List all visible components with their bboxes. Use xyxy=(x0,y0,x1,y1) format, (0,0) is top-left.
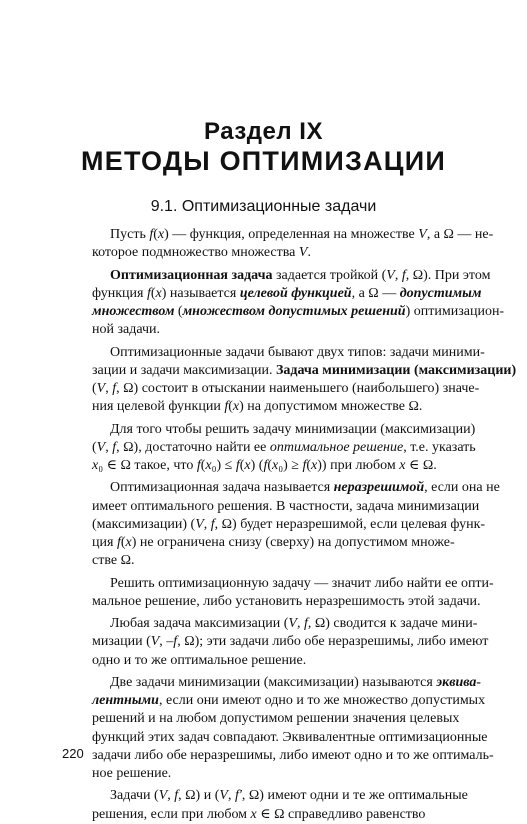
text-run: V xyxy=(219,788,228,804)
text-run: ) — функция, определенная на множестве xyxy=(164,227,419,242)
paragraph xyxy=(92,344,517,417)
text-run: Пусть xyxy=(110,227,150,242)
text-run: x xyxy=(92,458,99,473)
text-run: задачи либо обе неразрешимы, либо имеют одно и то же оптималь- xyxy=(92,747,494,763)
text-run: V xyxy=(150,634,160,650)
text-run: эквива- xyxy=(436,674,482,690)
text-run: ной задачи. xyxy=(92,322,161,338)
text-run: решений и на любом допустимом решении значения целевых xyxy=(92,711,460,727)
text-run: ) оптимизацион- xyxy=(405,304,505,319)
text-run: , xyxy=(105,381,113,396)
text-run: V xyxy=(158,788,168,804)
text-line xyxy=(92,398,445,416)
text-run: , xyxy=(105,439,113,455)
text-run: V xyxy=(96,381,106,396)
text-run: , Ω). При этом xyxy=(405,267,491,283)
text-run: f xyxy=(196,458,201,473)
text-run: V xyxy=(96,439,106,455)
text-run: Две задачи минимизации (максимизации) называются xyxy=(110,674,437,690)
text-run: функций этих задач совпадают. Эквивалентные оптимизационные xyxy=(92,729,488,745)
text-line xyxy=(92,552,445,570)
paragraph xyxy=(92,575,494,612)
page-number: 220 xyxy=(62,746,84,761)
text-run: ное решение. xyxy=(92,766,172,781)
part-label: Раздел IX xyxy=(204,118,323,145)
text-run: стве Ω. xyxy=(92,553,135,569)
text-line xyxy=(92,806,445,824)
text-run: f′ xyxy=(234,788,242,804)
text-run: (максимизации) ( xyxy=(92,516,196,532)
text-run: , а Ω — не- xyxy=(426,227,494,242)
text-run: функция xyxy=(92,285,147,301)
text-run: x xyxy=(311,458,318,473)
text-run: x xyxy=(272,458,279,473)
text-run: x xyxy=(125,535,132,550)
text-run: ( xyxy=(120,535,126,550)
text-run: f xyxy=(146,285,151,301)
text-run: V xyxy=(418,227,427,242)
paragraph xyxy=(92,479,500,570)
paragraph xyxy=(92,615,489,670)
text-run: ∈ Ω справедливо равенство xyxy=(256,806,426,822)
text-run: f xyxy=(302,458,307,473)
text-run: , Ω); эти задачи либо обе неразрешимы, либо имеют xyxy=(177,634,489,650)
text-run: лентными xyxy=(92,693,159,708)
text-run: , если они имеют одно и то же множество допустимых xyxy=(158,693,486,708)
text-line xyxy=(92,615,478,633)
paragraph xyxy=(92,267,505,340)
text-run: , Ω) сводится к задаче мини- xyxy=(307,616,478,631)
text-run: , Ω) будет неразрешимой, если целевая функ- xyxy=(214,516,486,532)
text-run: , – xyxy=(159,634,174,650)
text-run: множеством допустимых решений xyxy=(182,304,406,319)
text-run: x xyxy=(399,458,406,473)
text-run: V xyxy=(386,267,395,283)
text-run: f xyxy=(112,381,117,396)
text-run: , xyxy=(394,267,402,283)
text-run: Решить оптимизационную задачу — значит либо найти ее опти- xyxy=(110,575,494,591)
text-run: , xyxy=(296,616,304,631)
text-run: допустимым xyxy=(399,285,482,301)
text-run: ₀ ∈ Ω такое, что xyxy=(98,458,197,473)
text-line xyxy=(92,787,468,805)
part-title: МЕТОДЫ ОПТИМИЗАЦИИ xyxy=(81,146,446,176)
section-heading: 9.1. Оптимизационные задачи xyxy=(150,198,377,215)
text-run: решения, если при любом xyxy=(92,806,251,822)
text-run: , если она не xyxy=(424,480,500,496)
text-run: ( xyxy=(153,227,158,242)
text-run: которое подмножество множества xyxy=(92,245,299,261)
text-run: ) на допустимом множестве Ω. xyxy=(239,399,423,415)
text-run: f xyxy=(401,267,406,283)
text-line xyxy=(92,710,460,728)
text-run: f xyxy=(174,788,179,804)
text-line xyxy=(92,534,455,552)
text-line xyxy=(92,516,486,534)
body-text xyxy=(92,226,517,824)
text-run: Оптимизационные задачи бывают двух типов: задачи миними- xyxy=(110,344,485,360)
text-run: x xyxy=(244,458,251,473)
text-run: ция xyxy=(92,535,117,550)
text-run: f xyxy=(303,616,308,631)
text-run: , Ω) и ( xyxy=(178,788,220,804)
text-line xyxy=(92,633,489,651)
text-run: ) не ограничена снизу (сверху) на допустимом множе- xyxy=(131,535,455,550)
text-run: Для того чтобы решить задачу минимизации (максимизации) xyxy=(110,421,476,437)
text-run: целевой функцией xyxy=(239,285,352,301)
text-run: f xyxy=(210,516,215,532)
paragraph xyxy=(92,787,468,824)
paragraph xyxy=(92,226,494,263)
text-line xyxy=(92,674,482,692)
text-line xyxy=(92,344,485,362)
text-run: неразрешимой xyxy=(333,480,425,496)
text-run: f xyxy=(173,634,178,650)
text-run: ( xyxy=(200,458,206,473)
text-run: Любая задача максимизации ( xyxy=(110,616,289,631)
text-run: оптимальное решение xyxy=(269,439,404,455)
text-run: , xyxy=(203,516,211,532)
text-line xyxy=(92,439,476,457)
text-run: одно и то же оптимальное решение. xyxy=(92,652,307,668)
text-line xyxy=(92,479,500,497)
text-run: ( xyxy=(306,458,312,473)
text-line xyxy=(92,498,480,516)
text-line xyxy=(92,421,476,439)
text-run: множеством xyxy=(92,304,175,319)
text-run: ₀) ≤ xyxy=(211,458,236,473)
text-run: ( xyxy=(239,458,245,473)
text-line xyxy=(92,362,517,380)
paragraph xyxy=(92,421,476,476)
text-run: ( xyxy=(228,399,233,415)
text-run: , xyxy=(167,788,175,804)
text-run: ∈ Ω. xyxy=(405,458,437,473)
text-run: f xyxy=(263,458,268,473)
text-line xyxy=(92,303,505,321)
text-run: . xyxy=(307,245,311,261)
text-run: V xyxy=(298,245,308,261)
text-run: x xyxy=(205,458,212,473)
text-run: Оптимизационная задача xyxy=(110,267,273,283)
text-run: ₀) ≥ xyxy=(278,458,303,473)
text-run: ) называется xyxy=(161,285,240,301)
text-line xyxy=(92,380,480,398)
text-run: ( xyxy=(174,304,183,319)
text-run: , xyxy=(227,788,235,804)
text-run: V xyxy=(195,516,204,532)
text-run: x xyxy=(157,227,165,242)
text-run: задается тройкой ( xyxy=(272,267,387,283)
text-line xyxy=(92,765,445,783)
text-run: ( xyxy=(92,381,97,396)
text-run: V xyxy=(288,616,297,631)
text-run: ) ( xyxy=(250,458,264,473)
text-run: f xyxy=(112,439,117,455)
text-line xyxy=(92,267,491,285)
text-run: зации и задачи максимизации. xyxy=(92,362,276,378)
text-run: , Ω) имеют одни и те же оптимальные xyxy=(241,788,468,804)
text-run: ния целевой функции xyxy=(92,399,225,415)
text-line xyxy=(92,285,482,303)
text-line xyxy=(92,729,488,747)
text-line xyxy=(92,692,486,710)
text-run: f xyxy=(235,458,240,473)
text-run: мальное решение, либо установить неразрешимость этой задачи. xyxy=(92,593,481,609)
text-line xyxy=(92,226,494,244)
text-run: Задача минимизации (максимизации) xyxy=(275,362,517,378)
text-line xyxy=(92,244,445,262)
text-run: , а Ω — xyxy=(351,285,400,301)
text-run: ( xyxy=(92,439,97,455)
text-line xyxy=(92,747,494,765)
text-line xyxy=(92,652,445,670)
text-run: Задачи ( xyxy=(110,788,159,804)
paragraph xyxy=(92,674,494,784)
text-run: f xyxy=(116,535,121,550)
text-run: мизации ( xyxy=(92,634,151,650)
text-run: , Ω), достаточно найти ее xyxy=(116,439,270,455)
text-run: x xyxy=(155,285,162,301)
text-run: x xyxy=(250,806,257,822)
text-line xyxy=(92,457,445,475)
text-run: Оптимизационная задача называется xyxy=(110,480,334,496)
text-line xyxy=(92,575,494,593)
text-run: , Ω) состоит в отыскании наименьшего (наибольшего) значе- xyxy=(116,381,480,396)
text-run: имеет оптимального решения. В частности, задача минимизации xyxy=(92,498,480,514)
text-run: ( xyxy=(267,458,273,473)
text-run: f xyxy=(224,399,229,415)
text-line xyxy=(92,321,445,339)
text-run: x xyxy=(232,399,240,415)
text-line xyxy=(92,593,481,611)
text-run: , т.е. указать xyxy=(403,439,476,455)
text-run: ( xyxy=(150,285,156,301)
text-run: )) при любом xyxy=(317,458,400,473)
text-run: f xyxy=(149,227,154,242)
